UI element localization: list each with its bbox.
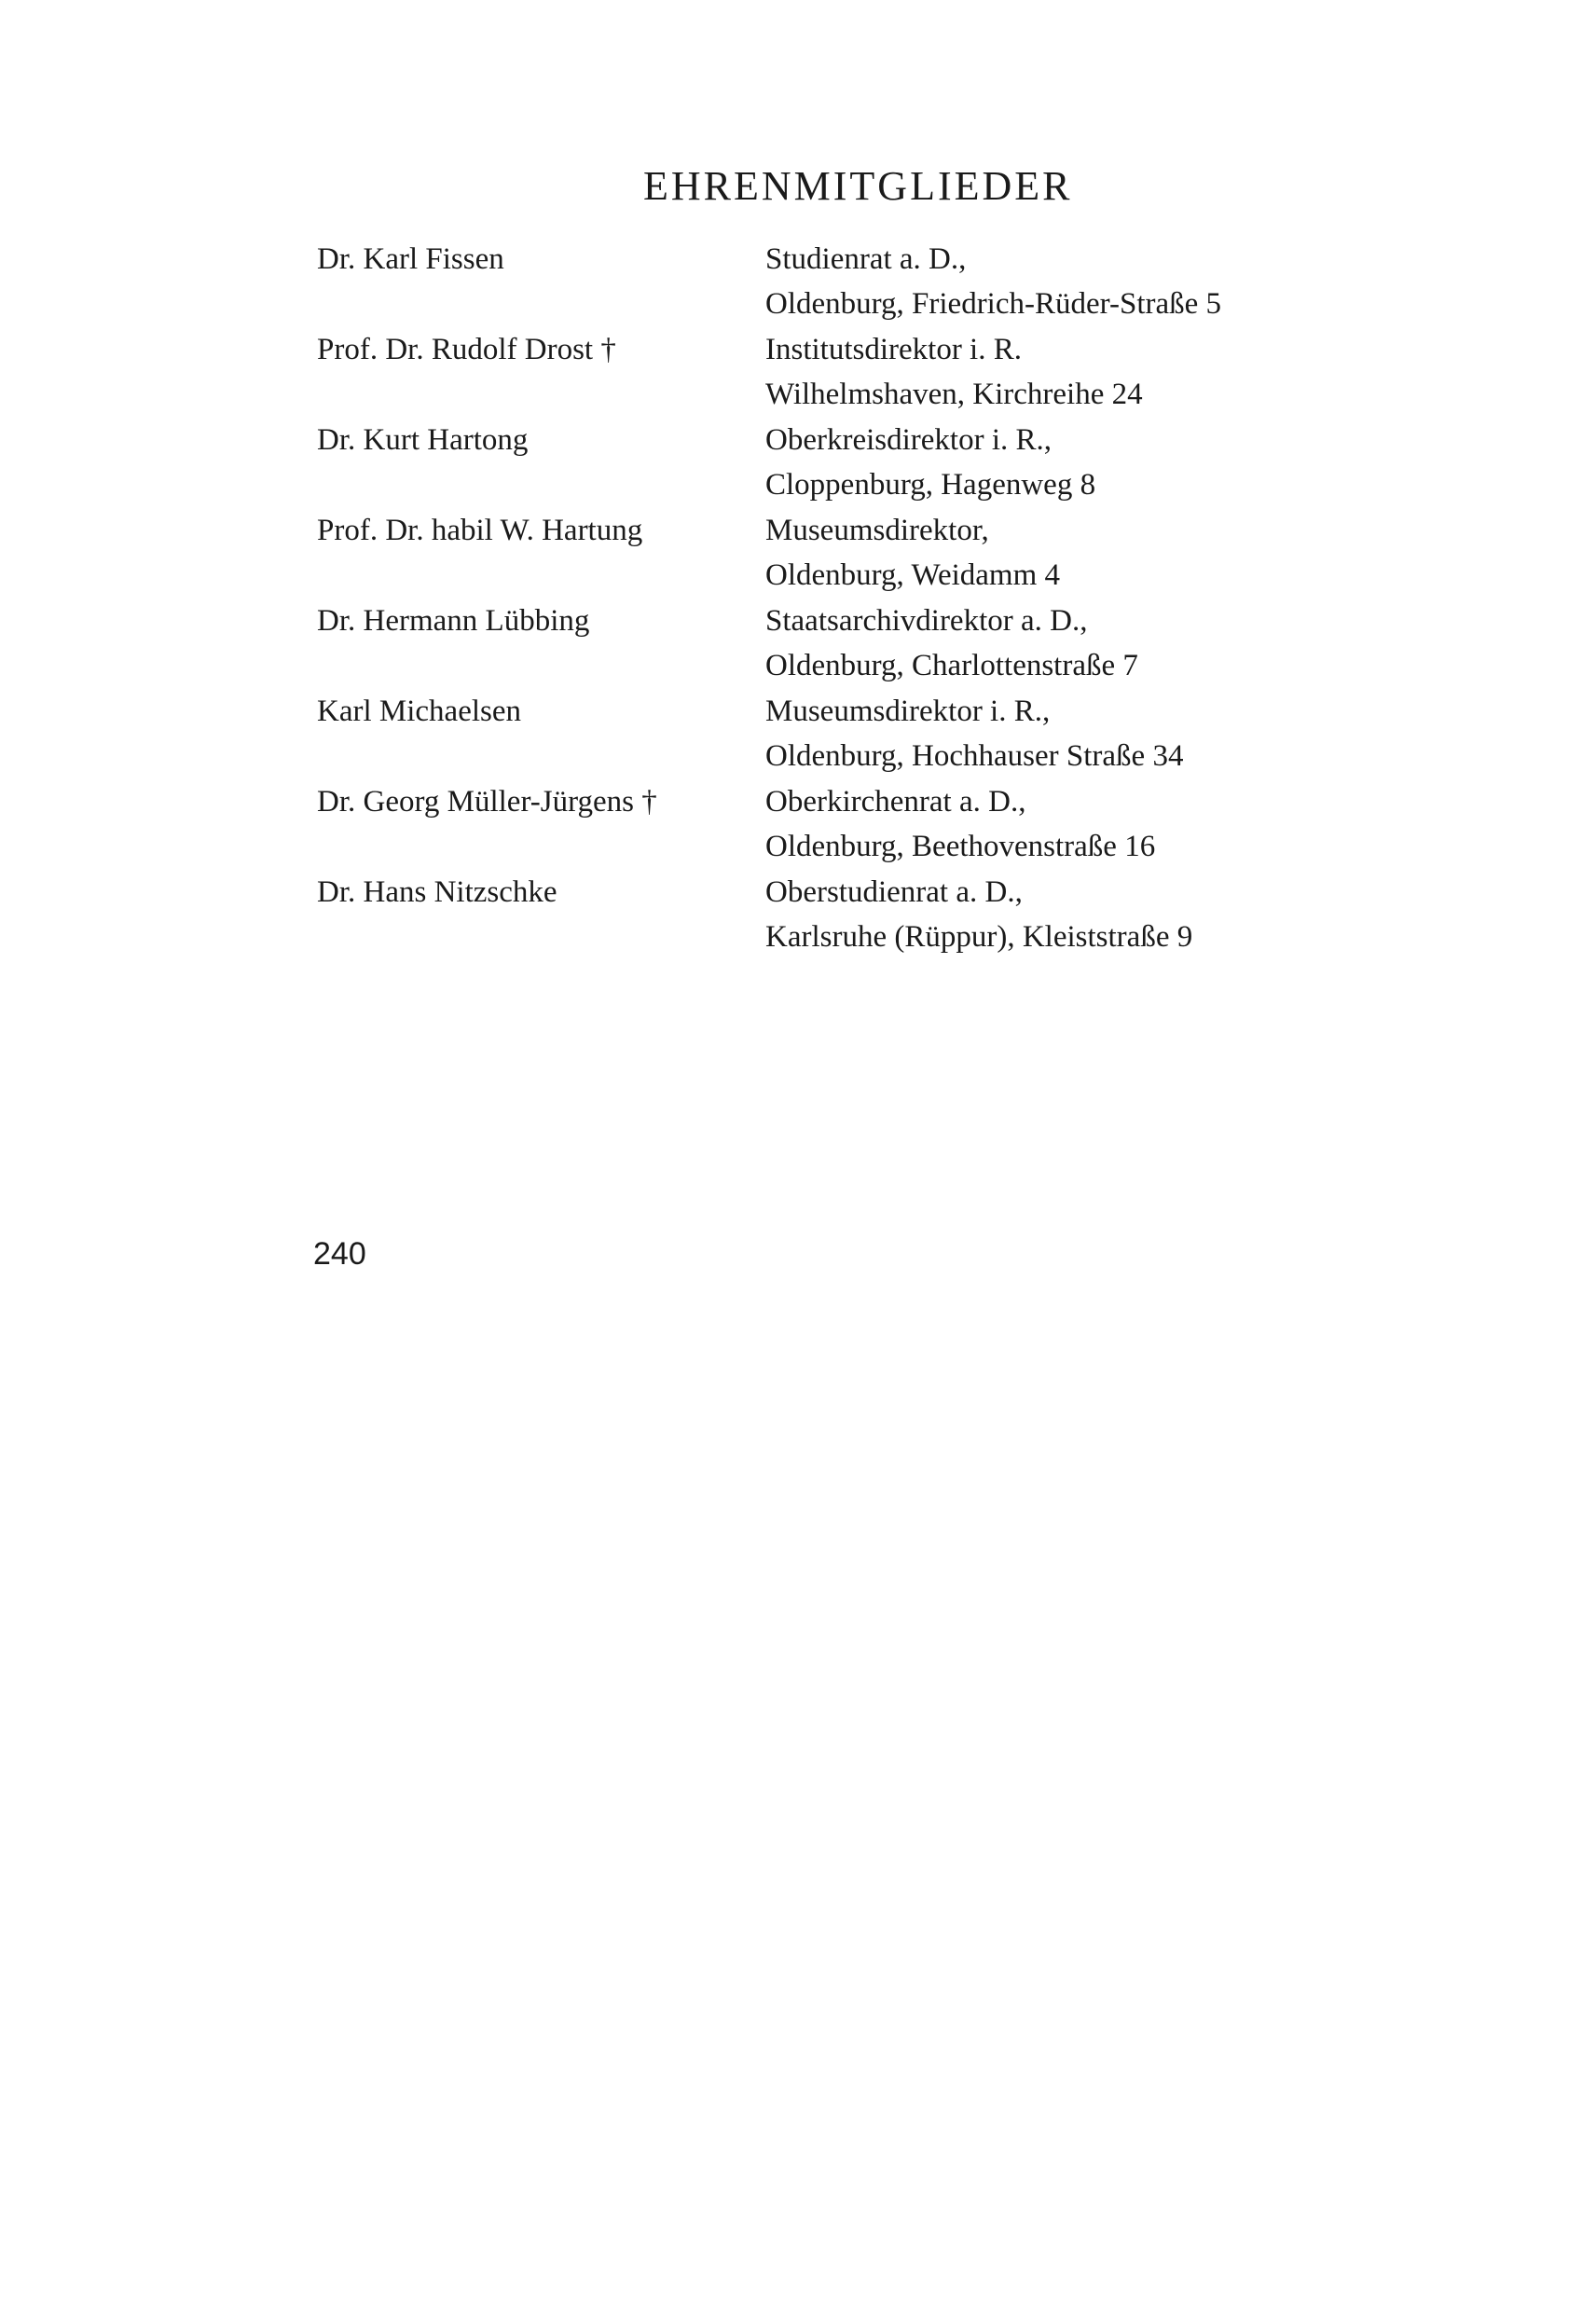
member-entry <box>0 606 1596 690</box>
member-role: Oberkreisdirektor i. R., <box>765 423 1053 457</box>
member-name: Dr. Hans Nitzschke <box>317 875 557 909</box>
member-role: Museumsdirektor i. R., <box>765 695 1051 728</box>
member-entry <box>0 696 1596 780</box>
member-address: Oldenburg, Friedrich-Rüder-Straße 5 <box>765 287 1222 321</box>
member-name: Prof. Dr. Rudolf Drost † <box>317 333 616 366</box>
member-address: Oldenburg, Hochhauser Straße 34 <box>765 739 1184 773</box>
member-entry <box>0 516 1596 599</box>
member-role: Studienrat a. D., <box>765 242 967 276</box>
member-entry <box>0 244 1596 328</box>
member-role: Oberkirchenrat a. D., <box>765 785 1026 819</box>
member-entry <box>0 787 1596 871</box>
member-role: Institutsdirektor i. R. <box>765 333 1022 366</box>
member-address: Oldenburg, Weidamm 4 <box>765 558 1060 592</box>
page-number: 240 <box>313 1236 366 1272</box>
member-name: Dr. Karl Fissen <box>317 242 504 276</box>
member-address: Oldenburg, Charlottenstraße 7 <box>765 649 1138 682</box>
member-address: Wilhelmshaven, Kirchreihe 24 <box>765 378 1143 411</box>
member-name: Dr. Georg Müller-Jürgens † <box>317 785 657 819</box>
member-name: Karl Michaelsen <box>317 695 521 728</box>
member-role: Staatsarchivdirektor a. D., <box>765 604 1088 638</box>
member-address: Cloppenburg, Hagenweg 8 <box>765 468 1096 502</box>
member-address: Oldenburg, Beethovenstraße 16 <box>765 830 1156 863</box>
member-address: Karlsruhe (Rüppur), Kleiststraße 9 <box>765 920 1193 954</box>
member-name: Dr. Kurt Hartong <box>317 423 529 457</box>
member-entry <box>0 425 1596 509</box>
member-role: Oberstudienrat a. D., <box>765 875 1023 909</box>
member-name: Dr. Hermann Lübbing <box>317 604 590 638</box>
member-entry <box>0 877 1596 961</box>
member-role: Museumsdirektor, <box>765 514 989 547</box>
member-name: Prof. Dr. habil W. Hartung <box>317 514 643 547</box>
member-entry <box>0 335 1596 419</box>
page-title: EHRENMITGLIEDER <box>643 163 1073 209</box>
